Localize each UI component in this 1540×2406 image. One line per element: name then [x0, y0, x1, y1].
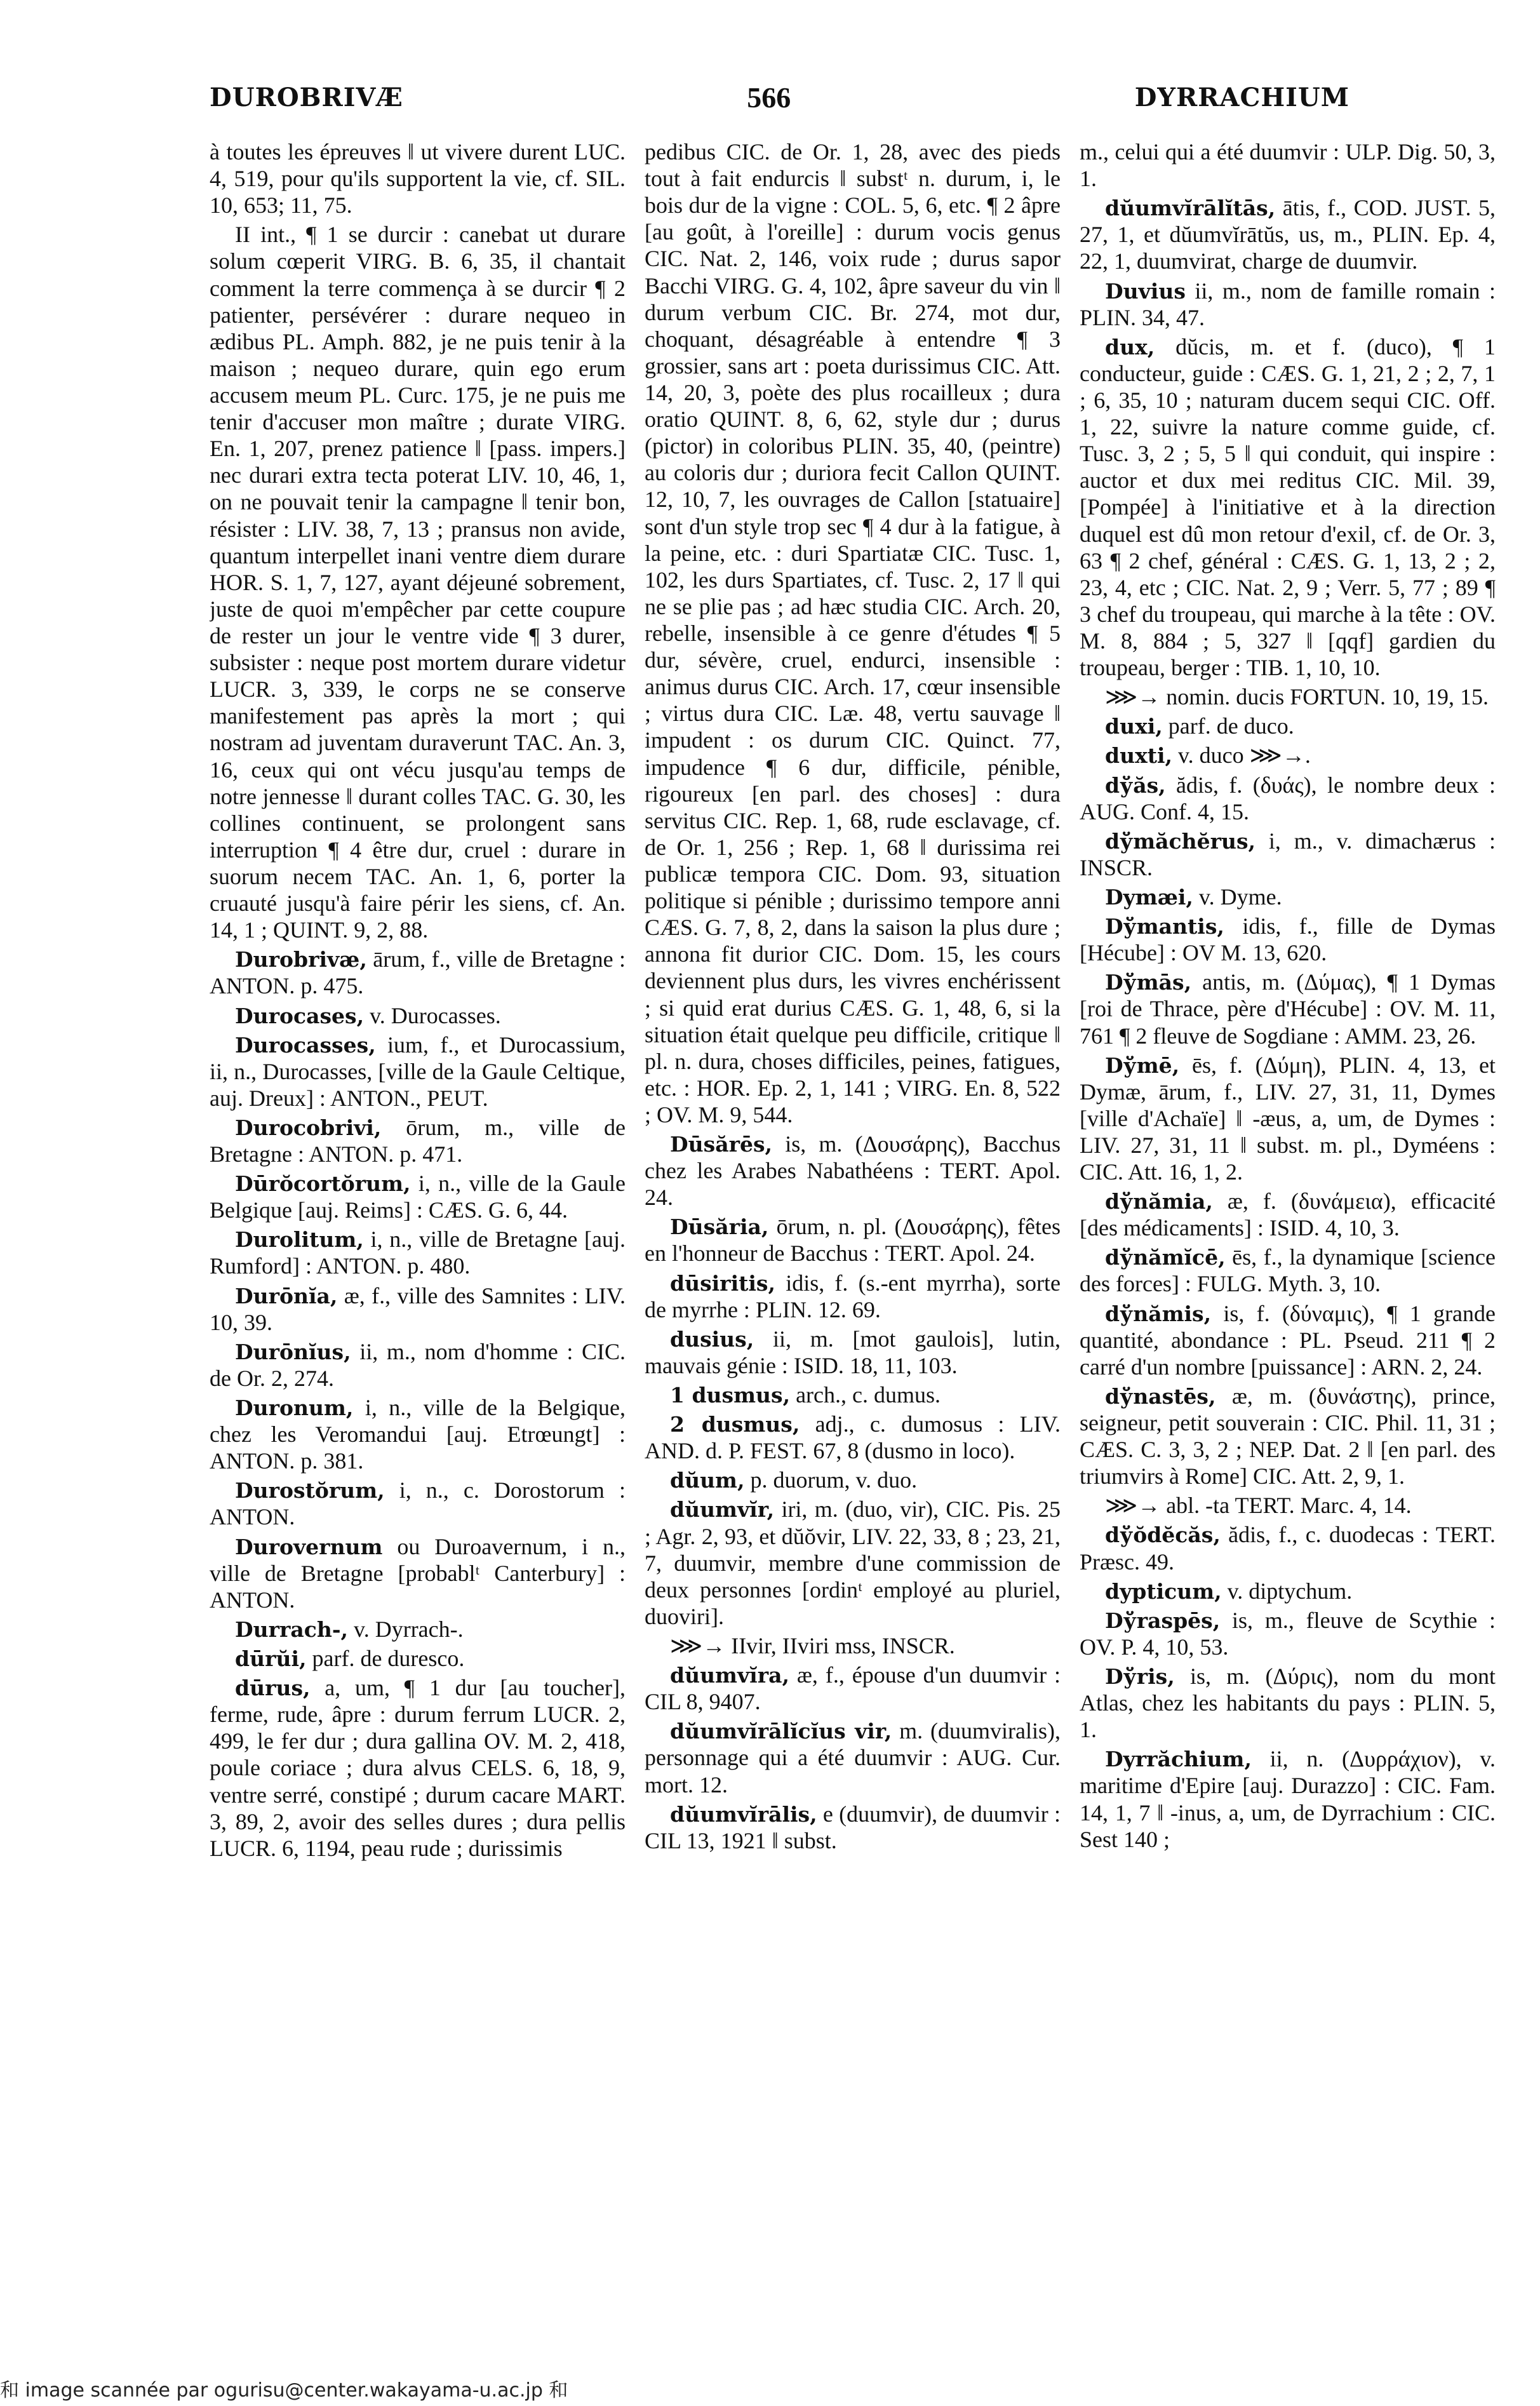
- entry-headword: Durovernum: [235, 1534, 383, 1559]
- entry-definition: æ, f., ville des Samnites : LIV. 10, 39.: [210, 1282, 626, 1335]
- entry-definition: ii, n. (Δυρράχιον), v. maritime d'Epire [auj. Durazzo] : CIC. Fam. 14, 1, 7 ‖ -inus, a, um, de Dyrrachium : CIC. Sest 140 ;: [1080, 1746, 1496, 1852]
- column-right: [1080, 138, 1496, 2254]
- entry-headword: duxi,: [1105, 714, 1163, 739]
- entry-definition: is, m. (Δύρις), nom du mont Atlas, chez les habitants du pays : PLIN. 5, 1.: [1080, 1663, 1496, 1743]
- entry-definition: ātis, f., COD. JUST. 5, 27, 1, et dŭumvĭrātŭs, us, m., PLIN. Ep. 4, 22, 1, duumvirat, charge de duumvir.: [1080, 195, 1496, 274]
- scan-credit: 和 image scannée par ogurisu@center.wakayama-u.ac.jp 和: [0, 2379, 568, 2402]
- dictionary-entry: [1080, 1300, 1496, 1380]
- entry-definition: v. Dyrrach-.: [354, 1616, 464, 1642]
- dictionary-entry: [1080, 1663, 1496, 1743]
- entry-definition: ōrum, n. pl. (Δουσάρης), fêtes en l'honneur de Bacchus : TERT. Apol. 24.: [645, 1214, 1061, 1267]
- entry-headword: dўŏdĕcăs,: [1105, 1522, 1221, 1548]
- entry-headword: Durōnĭa,: [235, 1283, 338, 1308]
- entry-definition: m., celui qui a été duumvir : ULP. Dig. 50, 3, 1.: [1080, 139, 1496, 192]
- entry-definition: ⋙→ abl. -ta TERT. Marc. 4, 14.: [1105, 1493, 1412, 1519]
- entry-definition: v. Durocasses.: [370, 1002, 501, 1028]
- running-head-left: DUROBRIVÆ: [210, 82, 403, 112]
- entry-headword: Duronum,: [235, 1395, 354, 1421]
- entry-definition: v. diptychum.: [1227, 1578, 1353, 1604]
- dictionary-entry: [210, 1282, 626, 1336]
- dictionary-entry: [1080, 278, 1496, 331]
- entry-definition: is, m., fleuve de Scythie : OV. P. 4, 10, 53.: [1080, 1607, 1496, 1660]
- dictionary-entry: [645, 1411, 1061, 1464]
- entry-definition: v. duco ⋙→.: [1178, 743, 1311, 769]
- column-left: [210, 138, 626, 2254]
- entry-headword: Durobrivæ,: [235, 947, 367, 972]
- dictionary-entry: [1080, 772, 1496, 825]
- entry-definition: ⋙→ IIvir, IIviri mss, INSCR.: [670, 1633, 955, 1659]
- dictionary-entry: [645, 1270, 1061, 1323]
- entry-definition: ii, m. [mot gaulois], lutin, mauvais génie : ISID. 18, 11, 103.: [645, 1326, 1061, 1378]
- page-header: [210, 75, 1349, 119]
- entry-definition: i, n., ville de Bretagne [auj. Rumford] : ANTON. p. 480.: [210, 1227, 626, 1279]
- entry-headword: Durostŏrum,: [235, 1478, 385, 1503]
- dictionary-entry: [645, 1467, 1061, 1493]
- entry-definition: ădis, f., c. duodecas : TERT. Præsc. 49.: [1080, 1522, 1496, 1575]
- entry-definition: idis, f. (s.-ent myrrha), sorte de myrrhe : PLIN. 12. 69.: [645, 1270, 1061, 1322]
- entry-definition: e (duumvir), de duumvir : CIL 13, 1921 ‖ subst.: [645, 1801, 1061, 1853]
- entry-headword: dўnămis,: [1105, 1301, 1212, 1326]
- dictionary-entry: [210, 1394, 626, 1474]
- entry-definition: æ, f., épouse d'un duumvir : CIL 8, 9407.: [645, 1662, 1061, 1715]
- dictionary-entry: [210, 221, 626, 943]
- entry-headword: dŭumvĭr,: [670, 1497, 775, 1522]
- dictionary-entry: [645, 1662, 1061, 1715]
- entry-definition: parf. de duresco.: [312, 1646, 465, 1672]
- entry-definition: ārum, f., ville de Bretagne : ANTON. p. 475.: [210, 946, 626, 999]
- entry-headword: Dўris,: [1105, 1664, 1175, 1690]
- dictionary-entry: [210, 1114, 626, 1167]
- dictionary-entry: [210, 1533, 626, 1613]
- entry-headword: dŭumvĭrālĭcĭus vir,: [670, 1719, 892, 1744]
- dictionary-entry: [210, 1032, 626, 1112]
- entry-definition: dŭcis, m. et f. (duco), ¶ 1 conducteur, guide : CÆS. G. 1, 21, 2 ; 2, 7, 1 ; 6, 35, 10 ; naturam ducem sequi CIC. Off. 1, 22, suivre la nature comme guide, cf. Tusc. 3, 2 ; 5, 5 ‖ qui conduit, qui inspire : auctor et dux mei reditus CIC. Mil. 39, [Pompée] à l'initiative et à la direction duquel est dû mon retour d'exil, cf. de Or. 3, 63 ¶ 2 chef, général : CÆS. G. 1, 13, 2 ; 2, 23, 4, etc ; CIC. Nat. 2, 9 ; Verr. 5, 77 ; 89 ¶ 3 chef du troupeau, qui marche à la tête : OV. M. 8, 884 ; 5, 327 ‖ [qqf] gardien du troupeau, berger : TIB. 1, 10, 10.: [1080, 333, 1496, 681]
- entry-definition: ium, f., et Durocassium, ii, n., Durocasses, [ville de la Gaule Celtique, auj. Dreux] : ANTON., PEUT.: [210, 1032, 626, 1111]
- entry-definition: iri, m. (duo, vir), CIC. Pis. 25 ; Agr. 2, 93, et dŭŏvir, LIV. 22, 33, 8 ; 23, 21, 7, duumvir, membre d'une commission de deux personnes [ordinᵗ employé au pluriel, duoviri].: [645, 1496, 1061, 1629]
- dictionary-entry: [645, 138, 1061, 1128]
- entry-headword: dŭumvĭrālis,: [670, 1801, 817, 1827]
- dictionary-entry: [645, 1496, 1061, 1630]
- dictionary-entry: [210, 1477, 626, 1530]
- entry-definition: v. Dyme.: [1198, 884, 1282, 910]
- dictionary-entry: [645, 1717, 1061, 1798]
- entry-definition: ii, m., nom de famille romain : PLIN. 34, 47.: [1080, 278, 1496, 330]
- dictionary-entry: [1080, 884, 1496, 910]
- entry-headword: Durrach-,: [235, 1616, 349, 1642]
- entry-headword: Dўmē,: [1105, 1052, 1180, 1078]
- dictionary-entry: [1080, 713, 1496, 739]
- entry-headword: dūrus,: [235, 1676, 311, 1701]
- dictionary-entry: [210, 138, 626, 218]
- running-head-right: DYRRACHIUM: [1134, 82, 1349, 112]
- entry-headword: Dўraspēs,: [1105, 1608, 1221, 1633]
- entry-headword: dypticum,: [1105, 1578, 1222, 1604]
- dictionary-entry: [1080, 194, 1496, 274]
- entry-headword: 1 dusmus,: [670, 1383, 791, 1408]
- entry-definition: ōrum, m., ville de Bretagne : ANTON. p. 471.: [210, 1114, 626, 1167]
- entry-headword: duxti,: [1105, 743, 1173, 769]
- entry-definition: æ, f. (δυνάμεια), efficacité [des médicaments] : ISID. 4, 10, 3.: [1080, 1188, 1496, 1241]
- entry-headword: dŭum,: [670, 1468, 745, 1493]
- entry-headword: Duvius: [1105, 278, 1186, 304]
- entry-definition: ēs, f. (Δύμη), PLIN. 4, 13, et Dymæ, ārum, f., LIV. 27, 31, 11, Dymes [ville d'Achaïe] ‖ -æus, a, um, de Dymes : LIV. 27, 31, 11 ‖ subst. m. pl., Dyméens : CIC. Att. 16, 1, 2.: [1080, 1052, 1496, 1185]
- entry-definition: adj., c. dumosus : LIV. AND. d. P. FEST. 67, 8 (dusmo in loco).: [645, 1411, 1061, 1464]
- entry-definition: ⋙→ nomin. ducis FORTUN. 10, 19, 15.: [1105, 684, 1489, 710]
- entry-headword: dux,: [1105, 334, 1155, 360]
- dictionary-entry: [210, 1170, 626, 1223]
- entry-definition: ou Duroavernum, i n., ville de Bretagne [probablᵗ Canterbury] : ANTON.: [210, 1533, 626, 1613]
- dictionary-entry: [210, 946, 626, 999]
- entry-definition: i, n., c. Dorostorum : ANTON.: [210, 1477, 626, 1530]
- entry-headword: Durolitum,: [235, 1227, 364, 1253]
- dictionary-entry: [210, 1002, 626, 1029]
- entry-headword: Dymæi,: [1105, 884, 1193, 910]
- entry-headword: Durōnĭus,: [235, 1339, 351, 1364]
- dictionary-entry: [1080, 1188, 1496, 1241]
- entry-headword: Durocasses,: [235, 1032, 376, 1058]
- entry-headword: dusius,: [670, 1326, 754, 1352]
- entry-definition: arch., c. dumus.: [796, 1382, 941, 1408]
- entry-definition: ēs, f., la dynamique [science des forces] : FULG. Myth. 3, 10.: [1080, 1244, 1496, 1297]
- dictionary-entry: [1080, 333, 1496, 681]
- entry-definition: à toutes les épreuves ‖ ut vivere durent LUC. 4, 519, pour qu'ils supportent la vie, cf. SIL. 10, 653; 11, 75.: [210, 139, 626, 218]
- dictionary-columns: [210, 138, 1496, 2254]
- entry-definition: is, m. (Δουσάρης), Bacchus chez les Arabes Nabathéens : TERT. Apol. 24.: [645, 1131, 1061, 1211]
- entry-headword: Dўmās,: [1105, 970, 1192, 995]
- entry-definition: antis, m. (Δύμας), ¶ 1 Dymas [roi de Thrace, père d'Hécube] : OV. M. 11, 761 ¶ 2 fleuve de Sogdiane : AMM. 23, 26.: [1080, 969, 1496, 1049]
- entry-definition: i, n., ville de la Gaule Belgique [auj. Reims] : CÆS. G. 6, 44.: [210, 1171, 626, 1223]
- dictionary-entry: [645, 1381, 1061, 1408]
- dictionary-entry: [1080, 138, 1496, 192]
- entry-definition: p. duorum, v. duo.: [750, 1467, 918, 1493]
- dictionary-entry: [210, 1645, 626, 1672]
- dictionary-entry: [1080, 742, 1496, 769]
- entry-definition: i, n., ville de la Belgique, chez les Veromandui [auj. Etrœungt] : ANTON. p. 381.: [210, 1395, 626, 1474]
- entry-headword: dŭumvĭra,: [670, 1663, 789, 1688]
- entry-definition: m. (duumviralis), personnage qui a été duumvir : AUG. Cur. mort. 12.: [645, 1718, 1061, 1798]
- entry-headword: dўnămia,: [1105, 1189, 1213, 1214]
- entry-definition: idis, f., fille de Dymas [Hécube] : OV M. 13, 620.: [1080, 913, 1496, 966]
- entry-definition: i, m., v. dimachærus : INSCR.: [1080, 828, 1496, 880]
- dictionary-entry: [210, 1616, 626, 1643]
- entry-headword: Dūsăria,: [670, 1214, 769, 1240]
- dictionary-entry: [645, 1213, 1061, 1267]
- entry-definition: æ, m. (δυνάστης), prince, seigneur, petit souverain : CIC. Phil. 11, 31 ; CÆS. C. 3, 3, 2 ; NEP. Dat. 2 ‖ [en parl. des triumvirs à Rome] CIC. Att. 2, 9, 1.: [1080, 1383, 1496, 1489]
- entry-definition: is, f. (δύναμις), ¶ 1 grande quantité, abondance : PL. Pseud. 211 ¶ 2 carré d'un nombre [puissance] : ARN. 2, 24.: [1080, 1300, 1496, 1380]
- entry-headword: Durocases,: [235, 1003, 365, 1028]
- dictionary-entry: [210, 1674, 626, 1862]
- dictionary-entry: [645, 1326, 1061, 1379]
- entry-headword: Dūsărēs,: [670, 1132, 773, 1157]
- entry-headword: Dўmantis,: [1105, 914, 1224, 939]
- dictionary-entry: [1080, 1492, 1496, 1519]
- entry-headword: Dūrŏcortŏrum,: [235, 1171, 411, 1197]
- column-middle: [645, 138, 1061, 2254]
- entry-headword: dūsiritis,: [670, 1270, 775, 1296]
- dictionary-entry: [1080, 1578, 1496, 1604]
- dictionary-entry: [645, 1632, 1061, 1659]
- entry-definition: pedibus CIC. de Or. 1, 28, avec des pieds tout à fait endurcis ‖ substᵗ n. durum, i, le bois dur de la vigne : COL. 5, 6, etc. ¶ 2 âpre [au goût, à l'oreille] : durum vocis genus CIC. Nat. 2, 146, voix rude ; durus sapor Bacchi VIRG. G. 4, 102, âpre saveur du vin ‖ durum verbum CIC. Br. 274, mot dur, choquant, désagréable à entendre ¶ 3 grossier, sans art : poeta durissimus CIC. Att. 14, 20, 3, poète des plus rocailleux ; dura oratio QUINT. 8, 6, 62, style dur ; durus (pictor) in coloribus PLIN. 35, 40, (peintre) au coloris dur ; duriora fecit Callon QUINT. 12, 10, 7, les ouvrages de Callon [statuaire] sont d'un style trop sec ¶ 4 dur à la fatigue, à la peine, etc. : duri Spartiatæ CIC. Tusc. 1, 102, les durs Spartiates, cf. Tusc. 2, 17 ‖ qui ne se plie pas ; ad hæc studia CIC. Arch. 20, rebelle, insensible à ce genre d'études ¶ 5 dur, sévère, cruel, endurci, insensible : animus durus CIC. Arch. 17, cœur insensible ; virtus dura CIC. Læ. 48, vertu sauvage ‖ impudent : os durum CIC. Quinct. 77, impudence ¶ 6 dur, difficile, pénible, rigoureux [en parl. des choses] : dura servitus CIC. Rep. 1, 68, rude esclavage, cf. de Or. 1, 256 ; Rep. 1, 68 ‖ durissima rei publicæ tempora CIC. Dom. 93, situation politique si pénible ; durissimo tempore anni CÆS. G. 7, 8, 2, dans la saison la plus dure ; annona fit durior CIC. Dom. 15, les cours deviennent plus durs, les vivres enchérissent ; si quid erat durius CÆS. G. 1, 48, 6, si la situation était quelque peu difficile, critique ‖ pl. n. dura, choses difficiles, peines, fatigues, etc. : HOR. Ep. 2, 1, 141 ; VIRG. En. 8, 522 ; OV. M. 9, 544.: [645, 139, 1061, 1127]
- dictionary-entry: [645, 1131, 1061, 1211]
- dictionary-entry: [210, 1338, 626, 1392]
- dictionary-entry: [1080, 913, 1496, 966]
- dictionary-entry: [1080, 1521, 1496, 1575]
- dictionary-entry: [1080, 828, 1496, 881]
- entry-headword: dŭumvĭrālĭtās,: [1105, 196, 1276, 221]
- entry-definition: a, um, ¶ 1 dur [au toucher], ferme, rude, âpre : durum ferrum LUCR. 2, 499, le fer dur ; dura gallina OV. M. 2, 418, poule coriace ; dura alvus CELS. 6, 18, 9, ventre serré, constipé ; durum cacare MART. 3, 89, 2, avoir des selles dures ; dura pellis LUCR. 6, 1194, peau rude ; durissimis: [210, 1675, 626, 1861]
- dictionary-entry: [1080, 1244, 1496, 1297]
- dictionary-entry: [210, 1226, 626, 1279]
- entry-headword: dўnastēs,: [1105, 1383, 1216, 1409]
- dictionary-entry: [1080, 1383, 1496, 1489]
- dictionary-entry: [645, 1801, 1061, 1854]
- entry-headword: 2 dusmus,: [670, 1412, 800, 1437]
- dictionary-entry: [1080, 1052, 1496, 1186]
- dictionary-entry: [1080, 969, 1496, 1049]
- entry-definition: parf. de duco.: [1168, 713, 1294, 739]
- entry-headword: Dyrrăchium,: [1105, 1747, 1252, 1772]
- page-number: 566: [747, 81, 791, 114]
- entry-headword: dўmăchĕrus,: [1105, 828, 1256, 854]
- entry-definition: II int., ¶ 1 se durcir : canebat ut durare solum cœperit VIRG. B. 6, 35, il chantait comment la terre commença à se durcir ¶ 2 patienter, persévérer : durare nequeo in ædibus PL. Amph. 882, je ne puis tenir à la maison ; nequeo durare, quin ego erum accusem meum PL. Curc. 175, je ne puis me tenir d'accuser mon maître ; durate VIRG. En. 1, 207, prenez patience ‖ [pass. impers.] nec durari extra tecta poterat LIV. 10, 46, 1, on ne pouvait tenir la campagne ‖ tenir bon, résister : LIV. 38, 7, 13 ; pransus non avide, quantum interpellet inani ventre diem durare HOR. S. 1, 7, 127, ayant déjeuné sobrement, juste de quoi m'empêcher par cette coupure de rester un jour le ventre vide ¶ 3 durer, subsister : neque post mortem durare videtur LUCR. 3, 339, le corps ne se conserve manifestement pas après la mort ; qui nostram ad juventam duraverunt TAC. An. 3, 16, ceux qui ont vécu jusqu'au temps de notre jennesse ‖ durant colles TAC. G. 30, les collines continuent, se prolongent sans interruption ¶ 4 être dur, cruel : durare in suorum necem TAC. An. 1, 6, porter la cruauté jusqu'à faire périr les siens, cf. An. 14, 1 ; QUINT. 9, 2, 88.: [210, 222, 626, 943]
- entry-headword: dūrŭi,: [235, 1646, 307, 1672]
- dictionary-entry: [1080, 1607, 1496, 1660]
- entry-headword: dўnămĭcē,: [1105, 1245, 1226, 1270]
- entry-headword: dўăs,: [1105, 772, 1166, 798]
- entry-headword: Durocobrivi,: [235, 1115, 382, 1140]
- entry-definition: ii, m., nom d'homme : CIC. de Or. 2, 274.: [210, 1338, 626, 1391]
- entry-definition: ădis, f. (δυάς), le nombre deux : AUG. Conf. 4, 15.: [1080, 772, 1496, 824]
- dictionary-entry: [1080, 1745, 1496, 1852]
- dictionary-entry: [1080, 683, 1496, 710]
